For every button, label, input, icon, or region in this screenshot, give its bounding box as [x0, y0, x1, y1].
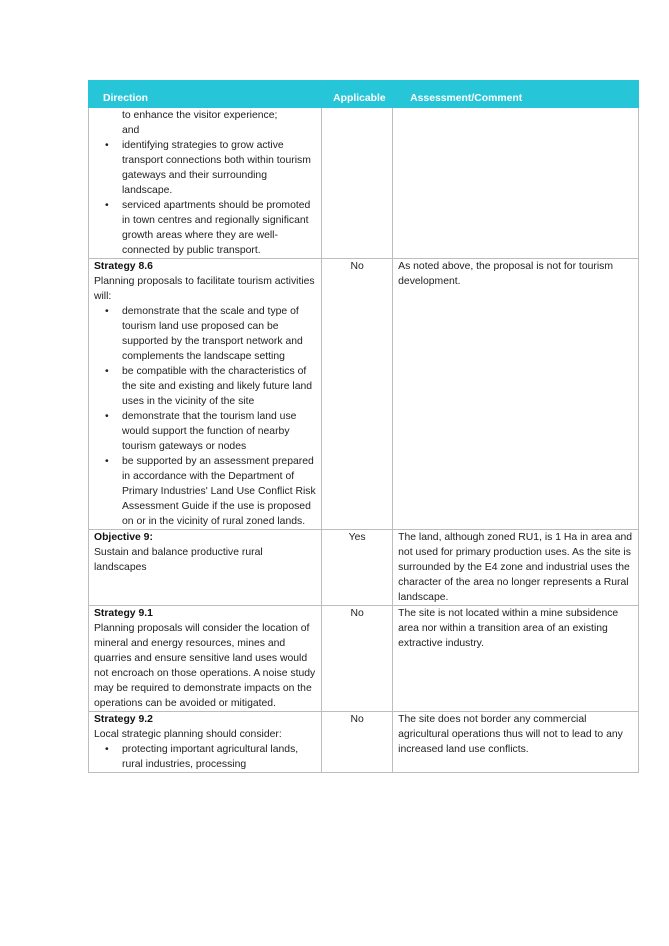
applicable-cell	[322, 108, 393, 259]
applicable-cell: No	[322, 606, 393, 712]
bullet-list	[94, 742, 316, 772]
list-item: • protecting important agricultural lands, rural industries, processing	[105, 744, 299, 770]
direction-cell	[89, 712, 322, 773]
table-row	[89, 530, 639, 606]
row-heading: Strategy 9.2	[94, 714, 153, 725]
table-row	[89, 259, 639, 530]
applicable-cell: No	[322, 259, 393, 530]
assessment-table	[88, 80, 639, 773]
bullet-list	[94, 138, 316, 258]
header-assessment: Assessment/Comment	[393, 81, 639, 108]
continued-text: and	[122, 125, 140, 136]
row-heading: Objective 9:	[94, 532, 153, 543]
row-intro: Planning proposals will consider the location of mineral and energy resources, mines and quarries and ensure sensitive land uses would not encroach on those operations. A noise study may be required to demonstrate impacts on the operations can be avoided or mitigated.	[94, 623, 316, 709]
list-item: • be supported by an assessment prepared in accordance with the Department of Primary Industries' Land Use Conflict Risk Assessment Guide if the use is proposed on or in the vicinity of rural zoned lands.	[105, 456, 316, 527]
bullet-icon: •	[105, 744, 109, 755]
list-item: • demonstrate that the tourism land use would support the function of nearby tourism gateways or nodes	[105, 411, 297, 452]
comment-cell	[393, 108, 639, 259]
direction-cell	[89, 606, 322, 712]
continued-text: to enhance the visitor experience;	[122, 110, 278, 121]
bullet-icon: •	[105, 456, 109, 467]
applicable-cell: No	[322, 712, 393, 773]
list-item: • serviced apartments should be promoted in town centres and regionally significant growth areas where they are well-connected by public transport.	[105, 200, 311, 256]
comment-cell: The site is not located within a mine subsidence area nor within a transition area of an existing extractive industry.	[393, 606, 639, 712]
bullet-icon: •	[105, 306, 109, 317]
bullet-list	[94, 304, 316, 529]
direction-cell	[89, 530, 322, 606]
row-heading: Strategy 8.6	[94, 261, 153, 272]
row-intro: Sustain and balance productive rural landscapes	[94, 547, 263, 573]
comment-cell: The land, although zoned RU1, is 1 Ha in area and not used for primary production uses. As the site is surrounded by the E4 zone and industrial uses the character of the area no longer represents a Rural landscape.	[393, 530, 639, 606]
table-row	[89, 108, 639, 259]
list-item: • identifying strategies to grow active transport connections both within tourism gateways and their surrounding landscape.	[105, 140, 311, 196]
row-intro: Local strategic planning should consider:	[94, 729, 282, 740]
row-heading: Strategy 9.1	[94, 608, 153, 619]
bullet-icon: •	[105, 411, 109, 422]
table-row	[89, 712, 639, 773]
table-row	[89, 606, 639, 712]
applicable-cell: Yes	[322, 530, 393, 606]
table-header-row	[89, 81, 639, 108]
header-applicable: Applicable	[322, 81, 393, 108]
comment-cell: The site does not border any commercial agricultural operations thus will not to lead to any increased land use conflicts.	[393, 712, 639, 773]
bullet-icon: •	[105, 140, 109, 151]
bullet-icon: •	[105, 200, 109, 211]
comment-cell: As noted above, the proposal is not for tourism development.	[393, 259, 639, 530]
list-item: • demonstrate that the scale and type of tourism land use proposed can be supported by the transport network and complements the landscape setting	[105, 306, 303, 362]
header-direction: Direction	[89, 81, 322, 108]
list-item: • be compatible with the characteristics of the site and existing and likely future land uses in the vicinity of the site	[105, 366, 313, 407]
direction-cell	[89, 108, 322, 259]
bullet-icon: •	[105, 366, 109, 377]
direction-cell	[89, 259, 322, 530]
row-intro: Planning proposals to facilitate tourism activities will:	[94, 276, 315, 302]
